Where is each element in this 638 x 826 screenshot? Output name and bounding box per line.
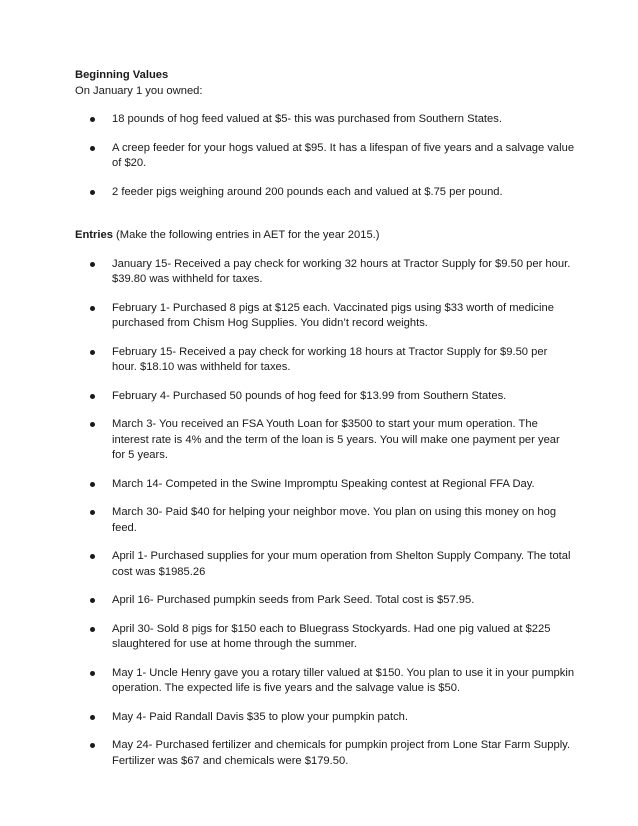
bullet-icon	[90, 422, 95, 427]
list-item	[75, 301, 575, 332]
entries-heading-line	[75, 228, 575, 244]
bullet-icon	[90, 671, 95, 676]
list-item	[75, 141, 575, 172]
list-item	[75, 112, 575, 128]
bullet-icon	[90, 190, 95, 195]
list-item-text: March 14- Competed in the Swine Impromptu Speaking contest at Regional FFA Day.	[112, 477, 535, 490]
list-item	[75, 185, 575, 201]
list-item	[75, 417, 575, 464]
list-item-text: May 24- Purchased fertilizer and chemicals for pumpkin project from Lone Star Farm Supply. Fertilizer was $67 and chemicals were $179.50.	[112, 739, 571, 767]
entries-list	[75, 257, 575, 770]
list-item	[75, 345, 575, 376]
bullet-icon	[90, 306, 95, 311]
list-item	[75, 666, 575, 697]
list-item-text: April 16- Purchased pumpkin seeds from Park Seed. Total cost is $57.95.	[112, 594, 475, 606]
bullet-icon	[90, 627, 95, 632]
list-item-text: May 4- Paid Randall Davis $35 to plow your pumpkin patch.	[112, 710, 408, 723]
list-item-text: April 30- Sold 8 pigs for $150 each to Bluegrass Stockyards. Had one pig valued at $225 slaughtered for use at home through the summer.	[112, 622, 551, 650]
list-item	[75, 710, 575, 726]
list-item-text: 2 feeder pigs weighing around 200 pounds each and valued at $.75 per pound.	[112, 185, 503, 198]
list-item-text: March 3- You received an FSA Youth Loan for $3500 to start your mum operation. The interest rate is 4% and the term of the loan is 5 years. You will make one payment per year for 5 years.	[112, 418, 560, 461]
list-item-text: February 1- Purchased 8 pigs at $125 each. Vaccinated pigs using $33 worth of medicine purchased from Chism Hog Supplies. You didn’t record weights.	[112, 301, 554, 329]
list-item	[75, 622, 575, 653]
document-page	[75, 68, 575, 769]
beginning-intro: On January 1 you owned:	[75, 84, 203, 97]
bullet-icon	[90, 262, 95, 267]
list-item-text: February 15- Received a pay check for working 18 hours at Tractor Supply for $9.50 per hour. $18.10 was withheld for taxes.	[112, 345, 548, 373]
list-item	[75, 257, 575, 288]
entries-subheading: (Make the following entries in AET for the year 2015.)	[112, 229, 380, 241]
list-item	[75, 593, 575, 609]
bullet-icon	[90, 715, 95, 720]
bullet-icon	[90, 510, 95, 515]
list-item	[75, 738, 575, 769]
beginning-values-list	[75, 112, 575, 200]
bullet-icon	[90, 743, 95, 748]
list-item	[75, 549, 575, 580]
list-item-text: A creep feeder for your hogs valued at $95. It has a lifespan of five years and a salvage value of $20.	[112, 141, 575, 169]
list-item	[75, 477, 575, 493]
list-item	[75, 389, 575, 405]
bullet-icon	[90, 394, 95, 399]
bullet-icon	[90, 598, 95, 603]
list-item-text: 18 pounds of hog feed valued at $5- this was purchased from Southern States.	[112, 113, 502, 125]
bullet-icon	[90, 482, 95, 487]
list-item	[75, 505, 575, 536]
bullet-icon	[90, 350, 95, 355]
beginning-values-heading: Beginning Values	[75, 69, 169, 81]
list-item-text: January 15- Received a pay check for working 32 hours at Tractor Supply for $9.50 per hour. $39.80 was withheld for taxes.	[112, 257, 571, 285]
bullet-icon	[90, 117, 95, 122]
list-item-text: May 1- Uncle Henry gave you a rotary tiller valued at $150. You plan to use it in your pumpkin operation. The expected life is five years and the salvage value is $50.	[112, 666, 575, 694]
bullet-icon	[90, 146, 95, 151]
list-item-text: March 30- Paid $40 for helping your neighbor move. You plan on using this money on hog feed.	[112, 506, 557, 534]
bullet-icon	[90, 554, 95, 559]
list-item-text: April 1- Purchased supplies for your mum operation from Shelton Supply Company. The total cost was $1985.26	[112, 550, 571, 578]
entries-heading: Entries	[75, 229, 113, 241]
list-item-text: February 4- Purchased 50 pounds of hog feed for $13.99 from Southern States.	[112, 389, 507, 402]
